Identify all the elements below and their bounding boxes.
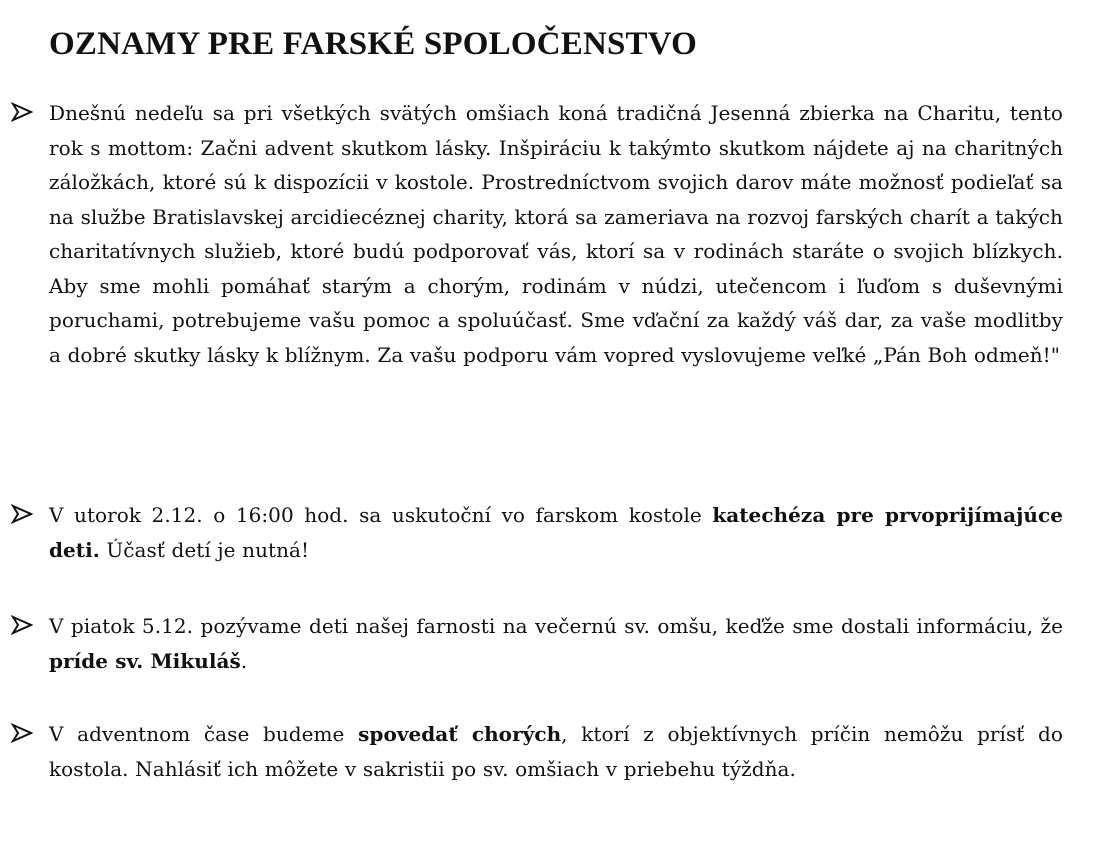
announcement-highlight: spovedať chorých [358, 722, 562, 746]
announcement-segment: Účasť detí je nutná! [99, 537, 310, 562]
announcement-segment: . [240, 648, 248, 673]
announcement-segment: V utorok 2.12. o 16:00 hod. sa uskutoční vo farskom kostole [49, 503, 713, 527]
arrowhead-bullet-icon [11, 503, 33, 525]
arrowhead-bullet-icon [11, 722, 33, 744]
arrowhead-bullet-icon [11, 101, 33, 123]
announcement-highlight: príde sv. Mikuláš [49, 648, 241, 673]
announcement-segment: Dnešnú nedeľu sa pri všetkých svätých omšiach koná tradičná Jesenná zbierka na Charitu, tento rok s mottom: Začni advent skutkom lásky. Inšpiráciu k takýmto skutkom nájdete aj na charitných záložkách, ktoré sú k dispozícii v kostole. Prostredníctvom svojich darov máte možnosť podieľať sa na službe Bratislavskej arcidiecéznej charity, ktorá sa zameriava na rozvoj farských charít a takých charitatívnych služieb, ktoré budú podporovať vás, ktorí sa v rodinách staráte o svojich blízkych. Aby sme mohli pomáhať starým a chorým, rodinám v núdzi, utečencom i ľuďom s duševnými poruchami, potrebujeme vašu pomoc a spoluúčasť. Sme vďační za každý váš dar, za vaše modlitby a dobré skutky lásky k blížnym. Za vašu podporu vám vopred vyslovujeme veľké „Pán Boh odmeň!" [49, 101, 1063, 367]
arrowhead-bullet-icon [11, 614, 33, 636]
announcement-text [49, 96, 1063, 372]
page-title: OZNAMY PRE FARSKÉ SPOLOČENSTVO [49, 26, 697, 62]
announcement-segment: V piatok 5.12. pozývame deti našej farnosti na večernú sv. omšu, keďže sme dostali informáciu, že [49, 614, 1063, 638]
announcement-text [49, 609, 1063, 678]
announcement-highlight: katechéza pre prvoprijímajúce deti. [49, 503, 1063, 562]
announcement-segment: , ktorí z objektívnych príčin nemôžu prísť do kostola. Nahlásiť ich môžete v sakristii po sv. omšiach v priebehu týždňa. [49, 722, 1063, 781]
announcement-text [49, 717, 1063, 786]
announcement-segment: V adventnom čase budeme [49, 722, 359, 746]
announcement-text [49, 498, 1063, 567]
